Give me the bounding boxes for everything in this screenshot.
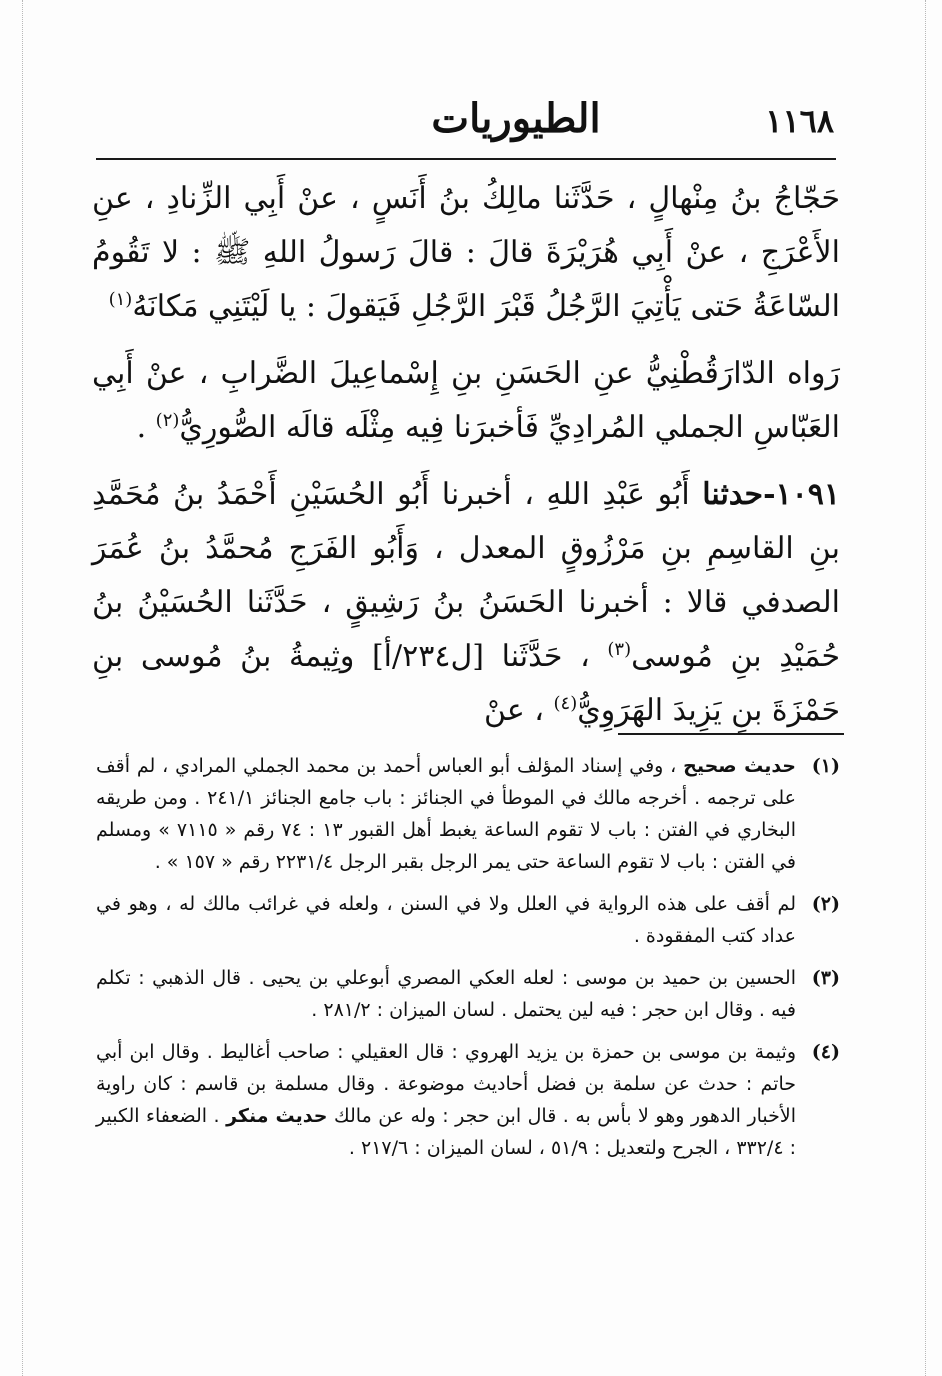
paragraph-1: [92, 172, 840, 334]
footnote-ref-2[interactable]: (٢): [155, 410, 180, 431]
footnote-2: [96, 888, 840, 952]
footnote-number: (١): [811, 755, 840, 777]
footnote-text: الحسين بن حميد بن موسى : لعله العكي المصري أبوعلي بن يحيى . قال الذهبي : تكلم فيه . وقال ابن حجر : فيه لين يحتمل . لسان الميزان : ٢٨١/٢ .: [96, 967, 796, 1021]
footnote-4: [96, 1036, 840, 1164]
footnote-text-b: . الضعفاء الكبير : ٣٣٢/٤ ، الجرح ولتعديل : ٥١/٩ ، لسان الميزان : ٢١٧/٦ .: [96, 1105, 796, 1159]
footnote-text: لم أقف على هذه الرواية في العلل ولا في السنن ، ولعله في غرائب مالك له ، وهو في عداد كتب المفقودة .: [96, 893, 796, 947]
paragraph-2-tail: .: [136, 410, 156, 445]
footnote-text-a: وثيمة بن موسى بن حمزة بن يزيد الهروي : قال العقيلي : صاحب أغاليط . وقال ابن أبي حاتم : حدث عن سلمة بن فضل أحاديث موضوعة . وقال مسلمة بن قاسم : كان راوية الأخبار الدهور وهو لا بأس به . قال ابن حجر : وله عن مالك: [96, 1041, 797, 1127]
main-text: [92, 172, 840, 751]
footnote-ref-3[interactable]: (٣): [607, 639, 632, 660]
paragraph-2: [92, 347, 840, 455]
grading-label: حديث صحيح: [683, 755, 796, 777]
haddathana-keyword: حدثنا: [702, 477, 764, 512]
footnotes: [96, 750, 840, 1174]
paragraph-3-text-1: أَبُو عَبْدِ اللهِ ، أخبرنا أَبُو الحُسَيْنِ أَحْمَدُ بنُ مُحَمَّدِ بنِ القاسِمِ بنِ مَرْزُوقٍ المعدل ، وَأَبُو الفَرَجِ مُحمَّدُ بنُ عُمَرَ الصدفي قالا : أخبرنا الحَسَنُ بنُ رَشِيقٍ ، حَدَّثَنا الحُسَيْنُ بنُ حُمَيْدِ بنِ مُوسى: [92, 477, 840, 674]
footnote-1: [96, 750, 840, 878]
paragraph-3: [92, 468, 840, 738]
right-dotted-margin: [925, 0, 926, 1376]
footnote-ref-4[interactable]: (٤): [553, 693, 578, 714]
footnote-ref-1[interactable]: (١): [108, 289, 133, 310]
footnote-number: (٤): [811, 1041, 840, 1063]
grading-label: حديث منكر: [226, 1105, 328, 1127]
footnote-body: [96, 1036, 796, 1164]
footnote-number: (٢): [811, 893, 840, 915]
paragraph-3-text-3: ، عنْ: [483, 693, 554, 728]
page-number: ١١٦٨: [765, 102, 834, 140]
paragraph-2-text: رَواه الدّارَقُطْنِيُّ عنِ الحَسَنِ بنِ إِسْماعِيلَ الضَّرابِ ، عنْ أَبِي العَبّاسِ الجملي المُرادِيِّ فَأخبرَنا فِيه مِثْلَه قالَه الصُّورِيُّ: [92, 356, 840, 445]
footnote-body: [96, 750, 796, 878]
paragraph-1-text: حَجّاجُ بنُ مِنْهالٍ ، حَدَّثَنا مالِكُ بنُ أَنَسٍ ، عنْ أَبِي الزِّنادِ ، عنِ الأَعْرَجِ ، عنْ أَبِي هُرَيْرَةَ قالَ : قالَ رَسولُ اللهِ ﷺ : لا تَقُومُ السّاعَةُ حَتى يَأْتِيَ الرَّجُلُ قَبْرَ الرَّجُلِ فَيَقولَ : يا لَيْتَنِي مَكانَهُ: [92, 181, 840, 324]
hadith-number: ١٠٩١-: [763, 477, 840, 512]
left-dotted-margin: [22, 0, 23, 1376]
footnote-3: [96, 962, 840, 1026]
footnote-text: ، وفي إسناد المؤلف أبو العباس أحمد بن محمد الجملي المرادي ، لم أقف على ترجمه . أخرجه مالك في الموطأ في الجنائز : باب جامع الجنائز ٢٤١/١ . ومن طريقه البخاري في الفتن : باب لا تقوم الساعة يغبط أهل القبور ١٣ : ٧٤ رقم « ٧١١٥ » ومسلم في الفتن : باب لا تقوم الساعة حتى يمر الرجل بقبر الرجل ٢٢٣١/٤ رقم « ١٥٧ » .: [96, 755, 796, 873]
page-header: [96, 88, 836, 160]
paragraph-3-text-2: ، حَدَّثَنا [ل٢٣٤/أ] وثِيمةُ بنُ مُوسى بنِ حَمْزَةَ بنِ يَزِيدَ الهَرَوِيُّ: [92, 639, 840, 728]
book-title: الطيوريات: [431, 95, 601, 142]
footnote-number: (٣): [811, 967, 840, 989]
footnote-separator: [618, 733, 844, 735]
